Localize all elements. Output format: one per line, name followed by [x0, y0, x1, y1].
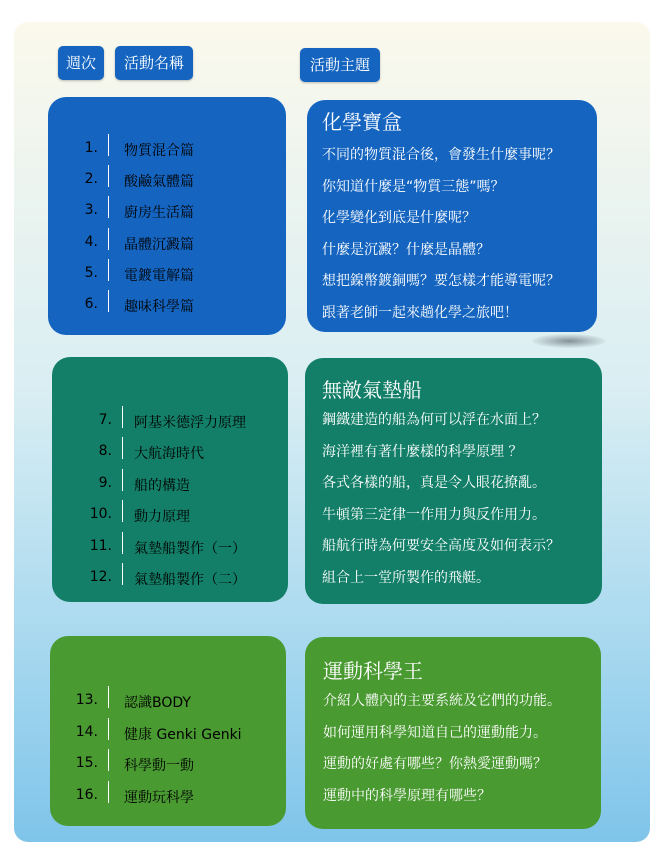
activity-item [0, 755, 300, 777]
week-number: 7. [98, 412, 112, 428]
theme-title: 運動科學王 [323, 659, 423, 683]
activity-name: 趣味科學篇 [124, 299, 194, 315]
divider [108, 290, 109, 312]
theme-line: 鋼鐵建造的船為何可以浮在水面上？ [322, 412, 546, 428]
theme-line: 運動的好處有哪些？你熱愛運動嗎？ [323, 756, 547, 773]
activity-name: 物質混合篇 [124, 143, 194, 159]
divider [108, 259, 109, 281]
divider [108, 228, 109, 250]
activity-name: 運動玩科學 [124, 789, 194, 806]
divider [122, 406, 123, 428]
week-number: 13. [75, 692, 98, 708]
divider [108, 781, 109, 803]
week-number: 12. [89, 569, 112, 585]
activity-name: 科學動一動 [124, 758, 194, 775]
activity-name: 健康 Genki Genki [124, 726, 242, 743]
activity-name: 晶體沉澱篇 [124, 236, 194, 253]
activity-name: 廚房生活篇 [124, 205, 194, 222]
activity-name: 認識BODY [124, 695, 191, 711]
activity-name-header: 活動名稱 [115, 46, 193, 80]
week-header: 週次 [58, 46, 104, 80]
activity-item [0, 234, 300, 256]
divider [108, 196, 109, 218]
week-number: 10. [89, 506, 112, 523]
theme-title: 無敵氣墊船 [322, 378, 422, 402]
divider [108, 718, 109, 740]
week-number: 9. [98, 474, 112, 491]
activity-item [0, 265, 300, 287]
theme-line: 化學變化到底是什麼呢？ [322, 210, 476, 227]
theme-line: 什麼是沉澱？什麼是晶體？ [322, 241, 490, 258]
week-number: 11. [89, 537, 112, 554]
theme-line: 如何運用科學知道自己的運動能力。 [323, 724, 547, 741]
divider [122, 500, 123, 522]
week-number: 14. [75, 723, 98, 740]
week-number: 2. [84, 171, 98, 188]
activity-name: 酸鹼氣體篇 [124, 174, 194, 191]
activity-item [0, 692, 300, 714]
theme-line: 想把鎳幣鍍銅嗎？要怎樣才能導電呢？ [322, 273, 560, 290]
activity-item [0, 787, 300, 809]
week-number: 16. [75, 786, 98, 803]
divider [108, 134, 109, 156]
week-number: 1. [84, 140, 98, 156]
theme-line: 你知道什麼是“物質三態”嗎？ [322, 178, 505, 195]
activity-item [0, 443, 300, 465]
theme-line: 牛頓第三定律一作用力與反作用力。 [322, 506, 546, 523]
activity-item [0, 140, 300, 162]
week-number: 6. [84, 296, 98, 312]
activity-name: 氣墊船製作（二） [134, 572, 246, 588]
divider [122, 469, 123, 491]
theme-line: 組合上一堂所製作的飛艇。 [322, 570, 490, 586]
activity-item [0, 412, 300, 434]
theme-line: 跟著老師一起來趟化學之旅吧！ [322, 305, 518, 321]
week-number: 8. [98, 443, 112, 460]
divider [122, 437, 123, 459]
activity-name: 阿基米德浮力原理 [134, 415, 246, 431]
activity-item [0, 724, 300, 746]
activity-name: 動力原理 [134, 509, 190, 526]
week-number: 3. [84, 202, 98, 219]
activity-item [0, 506, 300, 528]
activity-item [0, 202, 300, 224]
activity-item [0, 171, 300, 193]
week-number: 5. [84, 264, 98, 281]
activity-item [0, 296, 300, 318]
divider [122, 532, 123, 554]
decorative-shadow [532, 334, 606, 348]
activity-item [0, 569, 300, 591]
week-number: 15. [75, 755, 98, 772]
divider [122, 563, 123, 585]
divider [108, 686, 109, 708]
divider [108, 749, 109, 771]
theme-title: 化學寶盒 [322, 110, 402, 134]
activity-name: 船的構造 [134, 477, 190, 494]
activity-item [0, 538, 300, 560]
week-number: 4. [84, 233, 98, 250]
divider [108, 165, 109, 187]
activity-item [0, 475, 300, 497]
activity-theme-header: 活動主題 [300, 48, 380, 82]
theme-line: 介紹人體內的主要系統及它們的功能。 [323, 693, 561, 709]
activity-name: 大航海時代 [134, 446, 204, 463]
theme-line: 運動中的科學原理有哪些？ [323, 787, 491, 804]
activity-name: 氣墊船製作（一） [134, 540, 246, 557]
theme-line: 海洋裡有著什麼樣的科學原理 ？ [322, 443, 523, 460]
theme-line: 各式各樣的船，真是令人眼花撩亂。 [322, 475, 546, 492]
activity-name: 電鍍電解篇 [124, 267, 194, 284]
theme-line: 不同的物質混合後，會發生什麼事呢？ [322, 147, 560, 163]
theme-line: 船航行時為何要安全高度及如何表示？ [322, 538, 560, 555]
